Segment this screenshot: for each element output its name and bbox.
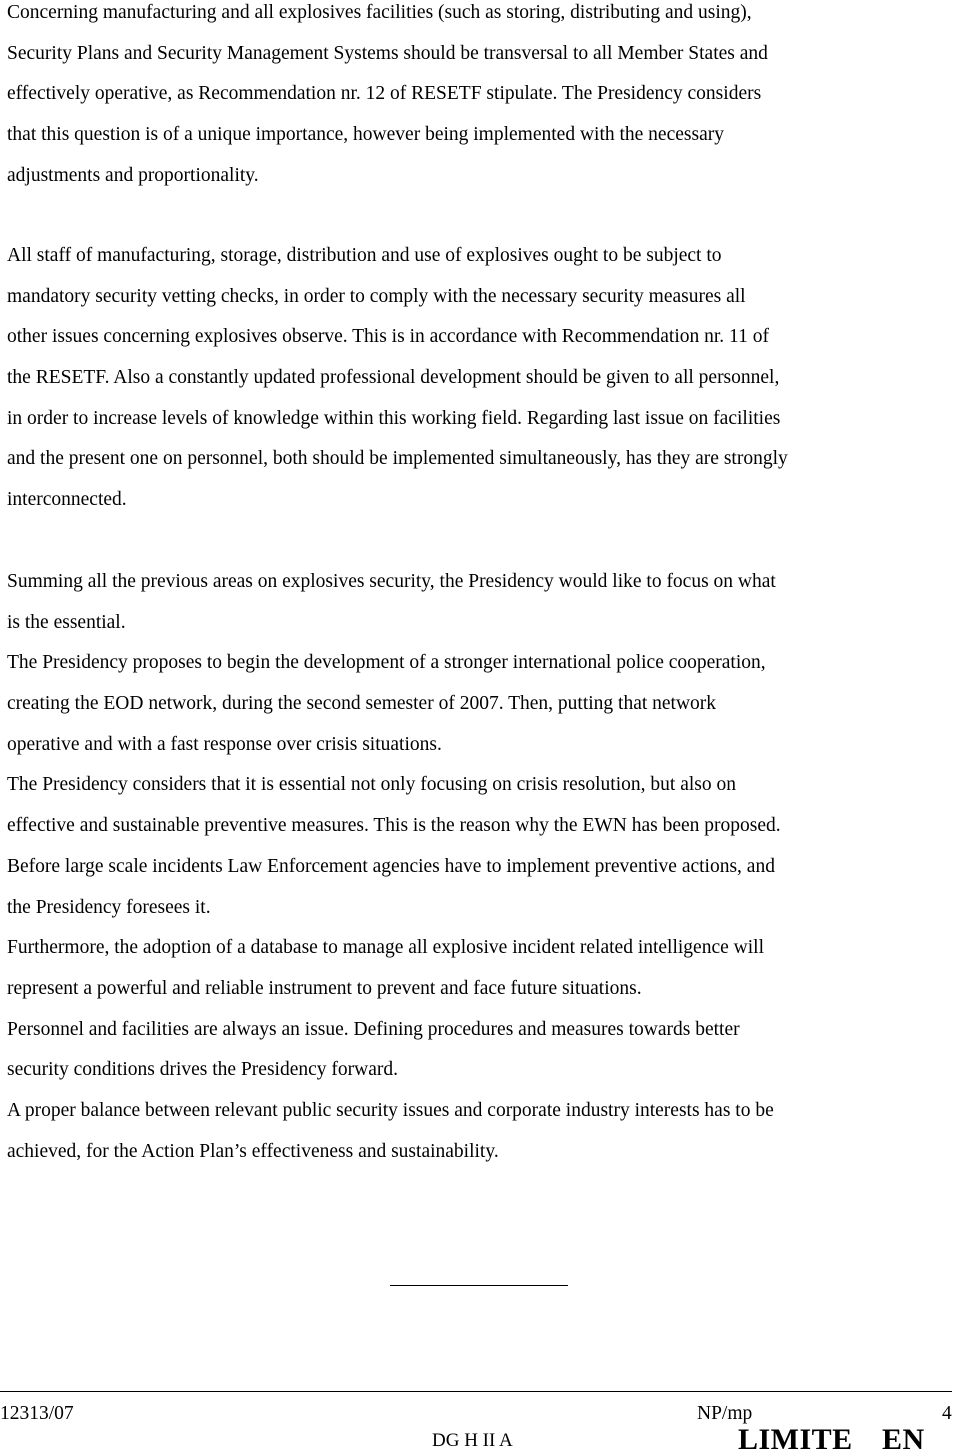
text-line: effective and sustainable preventive measures. This is the reason why the EWN has been proposed.	[7, 815, 781, 837]
text-line: operative and with a fast response over crisis situations.	[7, 733, 442, 755]
text-line: Summing all the previous areas on explosives security, the Presidency would like to focus on what	[7, 571, 776, 592]
classification-marking: LIMITE	[738, 1423, 853, 1456]
text-line: effectively operative, as Recommendation nr. 12 of RESETF stipulate. The Presidency considers	[7, 83, 762, 105]
text-line: adjustments and proportionality.	[7, 164, 259, 186]
text-line: Furthermore, the adoption of a database to manage all explosive incident related intelligence will	[7, 937, 764, 959]
text-line: A proper balance between relevant public security issues and corporate industry interests has to be	[7, 1099, 774, 1121]
text-line: Concerning manufacturing and all explosives facilities (such as storing, distributing and using),	[7, 2, 752, 23]
author-initials: NP/mp	[697, 1403, 753, 1424]
text-line: Before large scale incidents Law Enforcement agencies have to implement preventive actions, and	[7, 855, 775, 877]
text-line: security conditions drives the Presidency forward.	[7, 1059, 398, 1081]
paragraph-facilities	[7, 0, 768, 196]
text-line: the Presidency foresees it.	[7, 896, 211, 918]
text-line: creating the EOD network, during the second semester of 2007. Then, putting that network	[7, 693, 717, 715]
footer-rule	[0, 1391, 952, 1392]
document-number: 12313/07	[0, 1403, 74, 1424]
directorate-code: DG H II A	[432, 1430, 513, 1451]
text-line: The Presidency proposes to begin the development of a stronger international police cooperation,	[7, 652, 766, 674]
language-code: EN	[882, 1423, 925, 1456]
text-line: The Presidency considers that it is essential not only focusing on crisis resolution, but also on	[7, 774, 736, 796]
text-line: in order to increase levels of knowledge within this working field. Regarding last issue on facilities	[7, 407, 781, 429]
text-line: and the present one on personnel, both should be implemented simultaneously, has they are strongly	[7, 448, 788, 470]
end-of-text-divider	[390, 1285, 568, 1286]
text-line: Personnel and facilities are always an issue. Defining procedures and measures towards better	[7, 1018, 740, 1040]
text-line: is the essential.	[7, 611, 126, 633]
paragraph-summary	[7, 562, 781, 1172]
text-line: other issues concerning explosives observe. This is in accordance with Recommendation nr. 11 of	[7, 326, 769, 348]
text-line: interconnected.	[7, 489, 127, 511]
text-line: represent a powerful and reliable instrument to prevent and face future situations.	[7, 977, 642, 999]
page-number: 4	[942, 1403, 952, 1424]
text-line: that this question is of a unique importance, however being implemented with the necessary	[7, 124, 724, 146]
paragraph-personnel	[7, 236, 788, 521]
text-line: All staff of manufacturing, storage, distribution and use of explosives ought to be subject to	[7, 245, 722, 266]
text-line: Security Plans and Security Management Systems should be transversal to all Member States and	[7, 42, 768, 64]
text-line: achieved, for the Action Plan’s effectiveness and sustainability.	[7, 1140, 499, 1162]
text-line: mandatory security vetting checks, in order to comply with the necessary security measures all	[7, 285, 746, 307]
text-line: the RESETF. Also a constantly updated professional development should be given to all personnel,	[7, 367, 780, 389]
